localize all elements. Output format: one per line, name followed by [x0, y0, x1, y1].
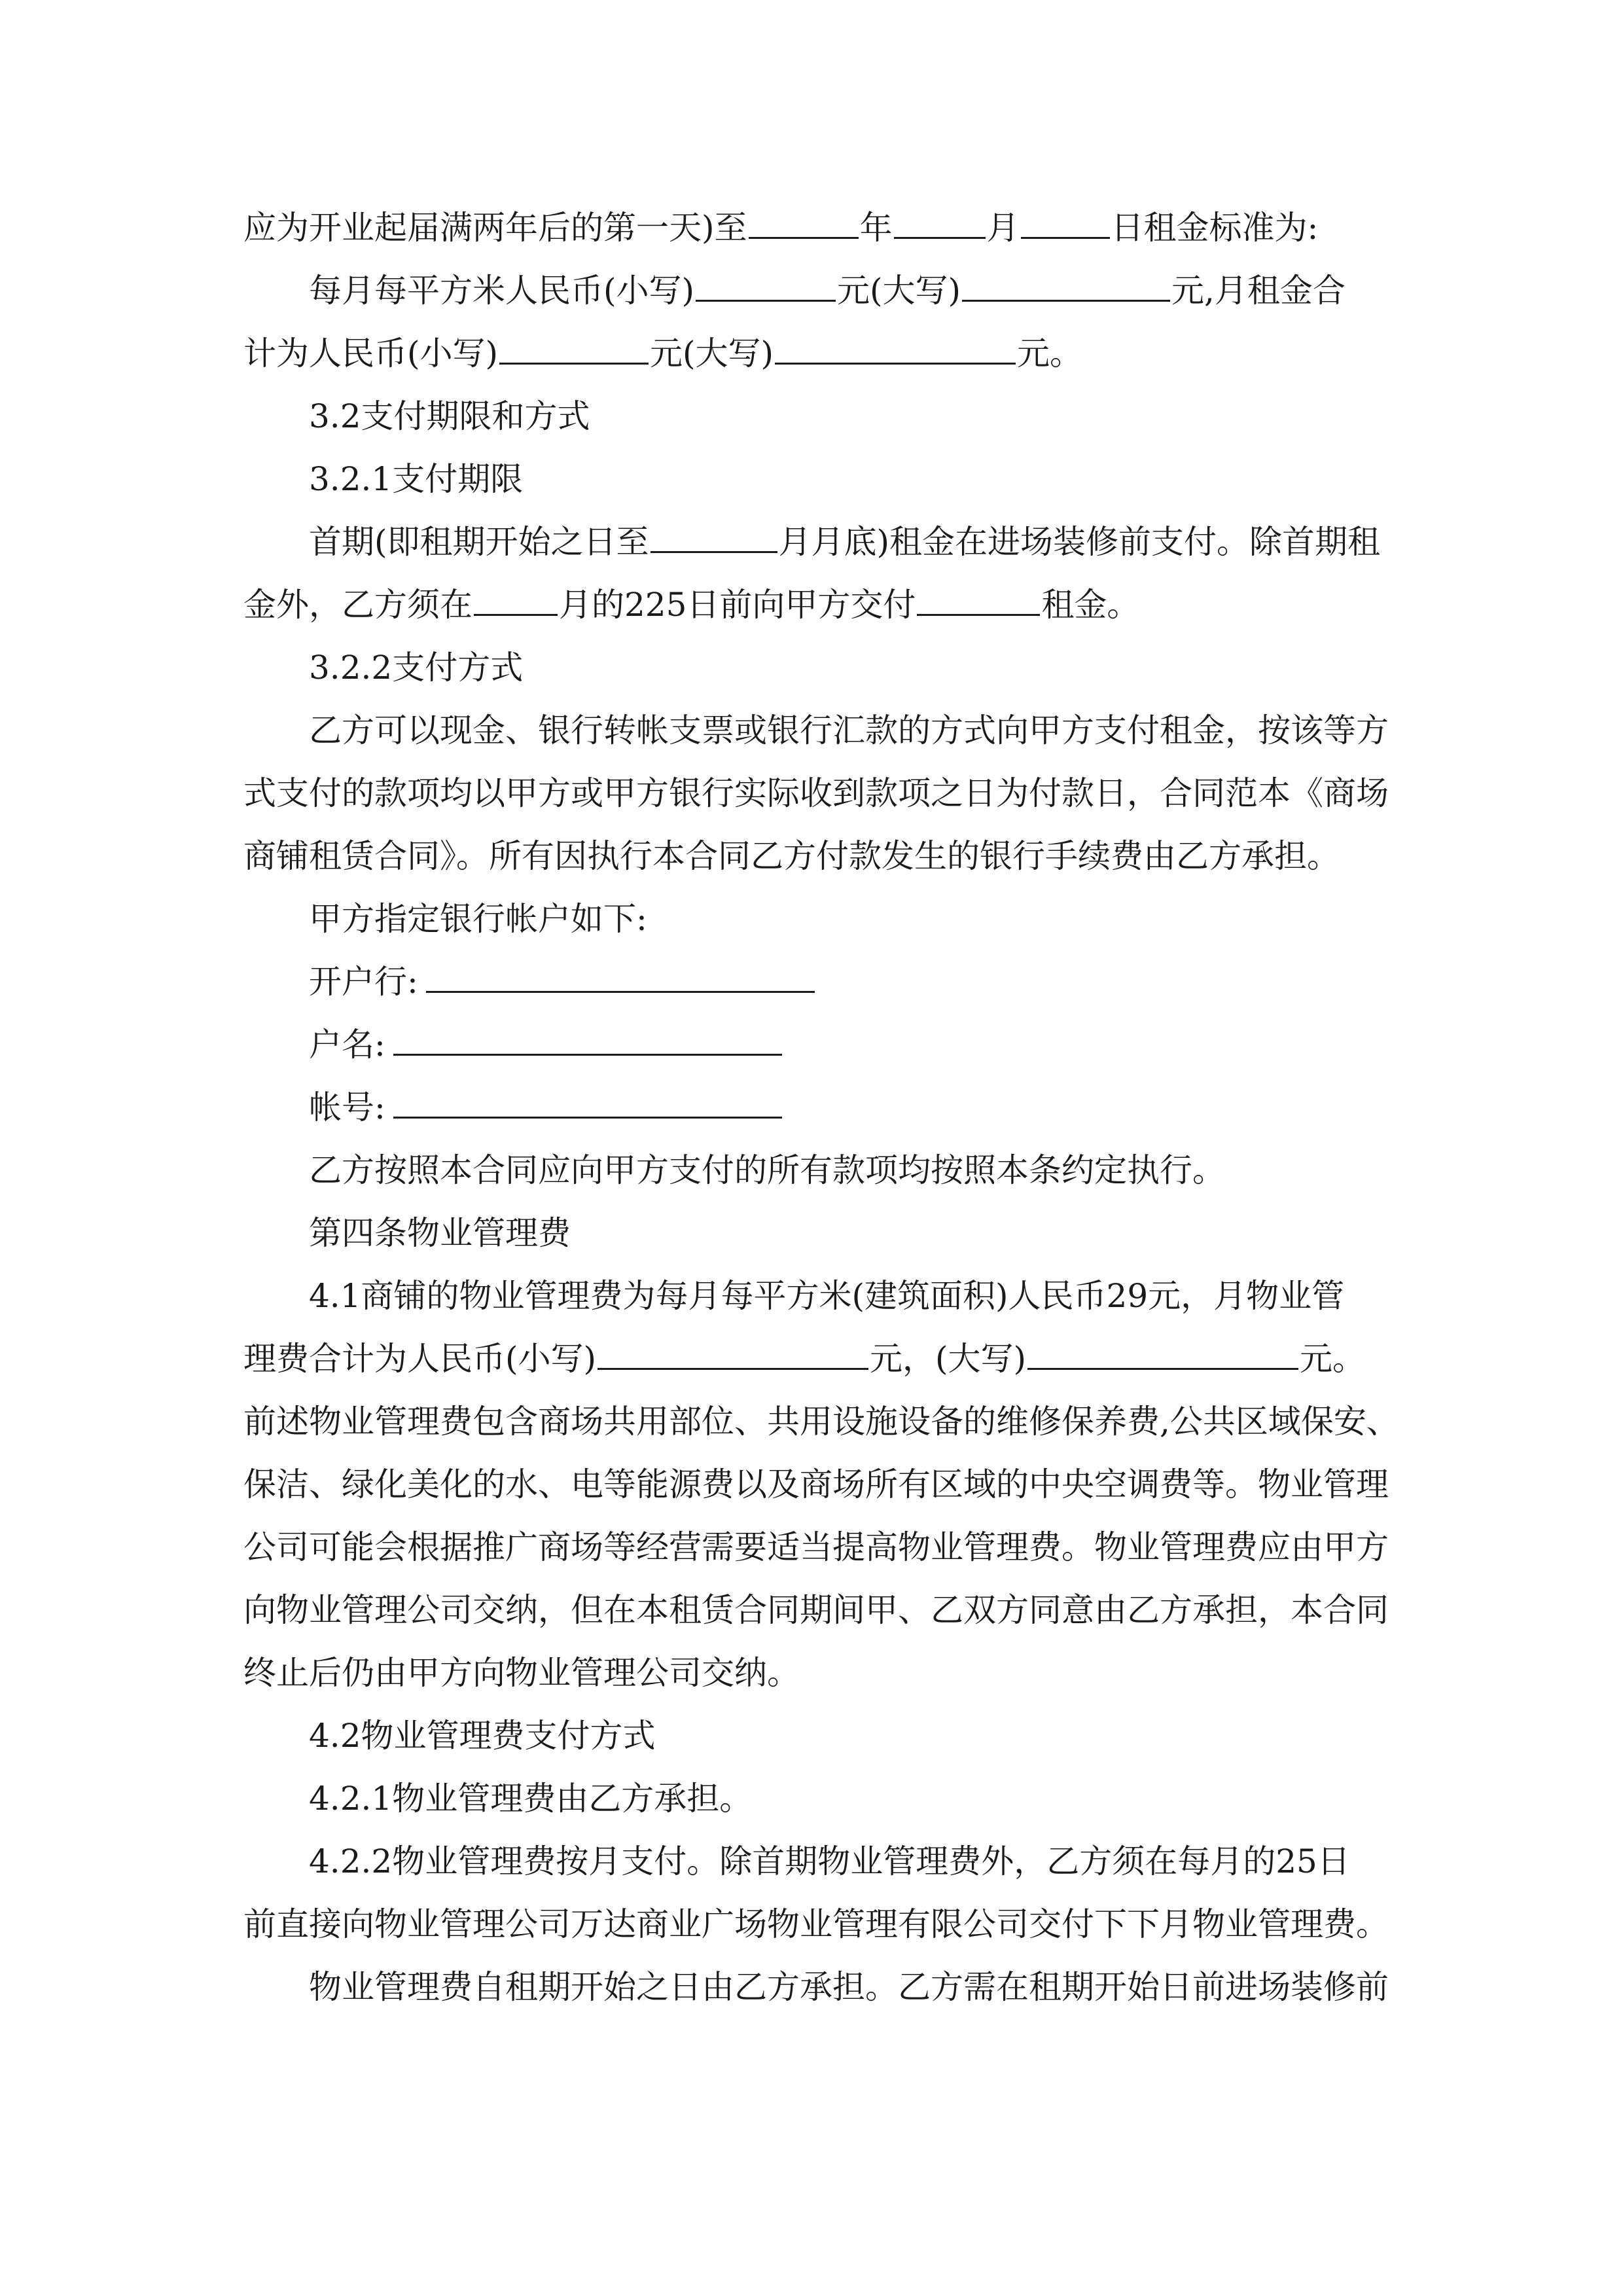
text-line-1	[243, 196, 1382, 259]
line-text: 公司可能会根据推广商场等经营需要适当提高物业管理费。物业管理费应由甲方	[243, 1528, 1389, 1566]
text-line-7	[243, 573, 1382, 636]
line-text: 元。	[1300, 1340, 1366, 1378]
text-line-18	[309, 1265, 1448, 1327]
line-text: 首期(即租期开始之日至	[309, 523, 649, 561]
line-text: 终止后仍由甲方向物业管理公司交纳。	[243, 1654, 800, 1692]
article-heading-4	[309, 1202, 1448, 1265]
line-text: 甲方指定银行帐户如下:	[309, 900, 647, 938]
line-text: 4.2物业管理费支付方式	[309, 1717, 656, 1755]
blank-field-account-number[interactable]	[393, 1076, 782, 1119]
section-heading-4-2	[309, 1704, 1448, 1767]
text-line-28	[243, 1893, 1389, 1956]
blank-field-month[interactable]	[894, 196, 986, 239]
line-text: 3.2.1支付期限	[309, 460, 524, 498]
line-text: 元(大写)	[650, 334, 774, 372]
text-line-29	[309, 1956, 1448, 2018]
blank-field-first-period[interactable]	[651, 511, 777, 553]
account-number-label: 帐号:	[309, 1088, 385, 1126]
line-text: 金外，乙方须在	[243, 586, 473, 624]
text-line-12	[309, 888, 1448, 950]
line-text: 保洁、绿化美化的水、电等能源费以及商场所有区域的中央空调费等。物业管理	[243, 1465, 1389, 1503]
account-number-row	[309, 1076, 1448, 1139]
text-line-24	[243, 1641, 1382, 1704]
blank-field-day[interactable]	[1021, 196, 1110, 239]
text-line-16	[309, 1139, 1448, 1202]
line-text: 向物业管理公司交纳，但在本租赁合同期间甲、乙双方同意由乙方承担，本合同	[243, 1591, 1389, 1629]
section-heading-4-2-1	[309, 1767, 1448, 1830]
text-line-6	[309, 511, 1448, 573]
line-text: 乙方可以现金、银行转帐支票或银行汇款的方式向甲方支付租金，按该等方	[309, 711, 1389, 749]
text-line-27	[309, 1830, 1448, 1893]
line-text: 每月每平方米人民币(小写)	[309, 272, 695, 310]
line-text: 年	[859, 209, 893, 247]
blank-field-fee-lower[interactable]	[597, 1327, 868, 1370]
line-text: 应为开业起届满两年后的第一天)至	[243, 209, 747, 247]
blank-field-amount-upper[interactable]	[962, 259, 1170, 302]
line-text: 前述物业管理费包含商场共用部位、共用设施设备的维修保养费,公共区域保安、	[243, 1403, 1399, 1441]
line-text: 3.2支付期限和方式	[309, 397, 590, 435]
text-line-11	[243, 825, 1382, 888]
blank-field-fee-upper[interactable]	[1027, 1327, 1298, 1370]
bank-field-row	[309, 950, 1448, 1013]
blank-field-account-name[interactable]	[393, 1013, 782, 1056]
line-text: 元，(大写)	[870, 1340, 1027, 1378]
account-name-row	[309, 1013, 1448, 1076]
blank-field-rent-period[interactable]	[917, 573, 1040, 616]
line-text: 日租金标准为:	[1111, 209, 1319, 247]
text-line-20	[243, 1390, 1399, 1453]
text-line-2	[309, 259, 1448, 322]
bank-label: 开户行:	[309, 963, 418, 1001]
text-line-23	[243, 1579, 1389, 1641]
blank-field-amount-lower[interactable]	[696, 259, 836, 302]
text-line-9	[309, 699, 1448, 762]
line-text: 月的225日前向甲方交付	[559, 586, 916, 624]
line-text: 物业管理费自租期开始之日由乙方承担。乙方需在租期开始日前进场装修前	[309, 1968, 1389, 2006]
text-line-19	[243, 1327, 1382, 1390]
line-text: 4.1商铺的物业管理费为每月每平方米(建筑面积)人民币29元，月物业管	[309, 1277, 1345, 1315]
line-text: 商铺租赁合同》。所有因执行本合同乙方付款发生的银行手续费由乙方承担。	[243, 837, 1340, 875]
line-text: 月月底)租金在进场装修前支付。除首期租	[778, 523, 1381, 561]
section-heading-3-2	[309, 385, 1448, 448]
text-line-22	[243, 1516, 1389, 1579]
line-text: 第四条物业管理费	[309, 1214, 571, 1252]
line-text: 4.2.2物业管理费按月支付。除首期物业管理费外，乙方须在每月的25日	[309, 1842, 1350, 1880]
text-line-3	[243, 322, 1382, 385]
account-name-label: 户名:	[309, 1026, 385, 1064]
line-text: 理费合计为人民币(小写)	[243, 1340, 597, 1378]
line-text: 元,月租金合	[1171, 272, 1346, 310]
blank-field-pay-month[interactable]	[474, 573, 558, 616]
line-text: 元。	[1017, 334, 1083, 372]
line-text: 计为人民币(小写)	[243, 334, 499, 372]
blank-field-year[interactable]	[749, 196, 859, 239]
text-line-10	[243, 762, 1389, 825]
line-text: 元(大写)	[837, 272, 961, 310]
text-line-21	[243, 1453, 1389, 1516]
line-text: 乙方按照本合同应向甲方支付的所有款项均按照本条约定执行。	[309, 1151, 1225, 1189]
section-heading-3-2-2	[309, 636, 1448, 699]
line-text: 式支付的款项均以甲方或甲方银行实际收到款项之日为付款日，合同范本《商场	[243, 774, 1389, 812]
line-text: 前直接向物业管理公司万达商业广场物业管理有限公司交付下下月物业管理费。	[243, 1905, 1389, 1943]
blank-field-total-upper[interactable]	[775, 322, 1016, 365]
section-heading-3-2-1	[309, 448, 1448, 511]
line-text: 3.2.2支付方式	[309, 649, 524, 687]
line-text: 月	[986, 209, 1020, 247]
line-text: 4.2.1物业管理费由乙方承担。	[309, 1780, 753, 1818]
line-text: 租金。	[1041, 586, 1140, 624]
blank-field-bank-name[interactable]	[426, 950, 815, 993]
blank-field-total-lower[interactable]	[499, 322, 649, 365]
